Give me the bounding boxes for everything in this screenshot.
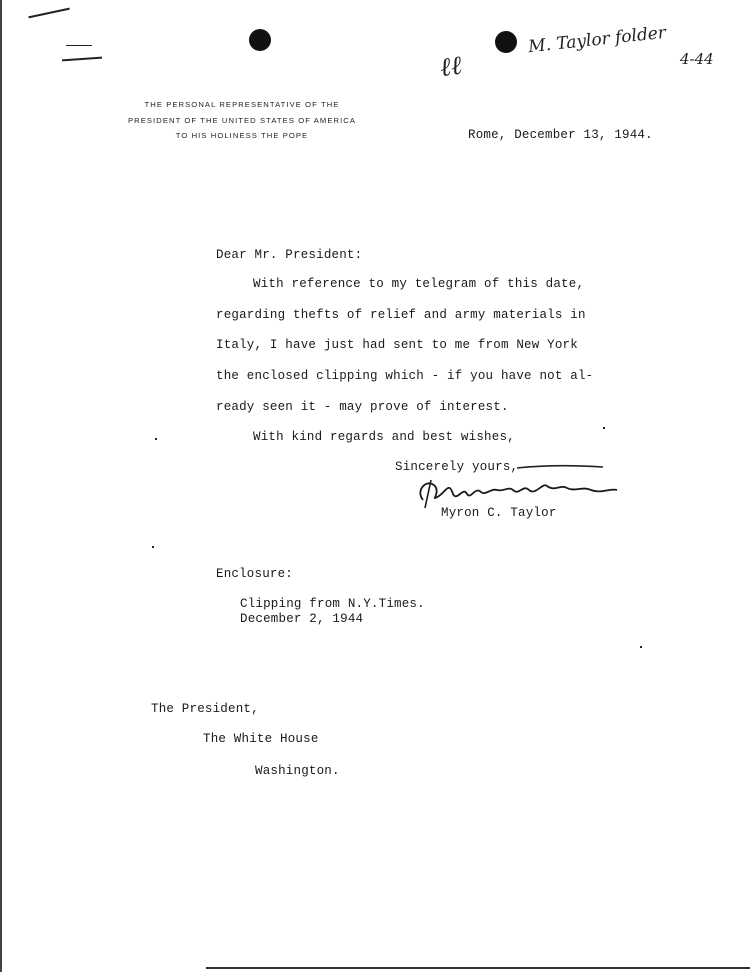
speck (155, 438, 157, 440)
enclosure-label: Enclosure: (216, 567, 294, 581)
speck (640, 646, 642, 648)
punch-hole (249, 29, 271, 51)
enclosure-line: Clipping from N.Y.Times. (240, 597, 425, 611)
handwritten-initials: ℓℓ (438, 50, 464, 84)
speck (603, 427, 605, 429)
stray-mark (66, 45, 92, 46)
body-line: Italy, I have just had sent to me from New York (216, 338, 578, 352)
letterhead (96, 97, 388, 144)
handwritten-annotation: M. Taylor folder (527, 22, 667, 58)
punch-hole (495, 31, 517, 53)
body-line: ready seen it - may prove of interest. (216, 400, 509, 414)
address-line: The White House (203, 732, 319, 746)
letterhead-line: TO HIS HOLINESS THE POPE (175, 131, 309, 140)
body-line: With reference to my telegram of this date, (253, 277, 585, 291)
enclosure-line: December 2, 1944 (240, 612, 364, 626)
signature-name: Myron C. Taylor (441, 506, 557, 520)
salutation: Dear Mr. President: (216, 248, 363, 262)
page-edge (206, 967, 750, 969)
stray-mark (62, 57, 102, 61)
address-line: Washington. (255, 764, 340, 778)
signature (405, 460, 625, 510)
page-edge (0, 0, 2, 972)
body-line: With kind regards and best wishes, (253, 430, 515, 444)
closing: Sincerely yours, (395, 460, 519, 474)
stray-mark (28, 8, 69, 18)
body-line: the enclosed clipping which - if you have not al- (216, 369, 594, 383)
letterhead-line: THE PERSONAL REPRESENTATIVE OF THE (144, 100, 340, 109)
body-line: regarding thefts of relief and army materials in (216, 308, 586, 322)
letterhead-line: PRESIDENT OF THE UNITED STATES OF AMERICA (127, 115, 357, 125)
dateline: Rome, December 13, 1944. (468, 128, 653, 142)
handwritten-file-ref: 4-44 (680, 50, 714, 68)
speck (152, 546, 154, 548)
address-line: The President, (151, 702, 259, 716)
